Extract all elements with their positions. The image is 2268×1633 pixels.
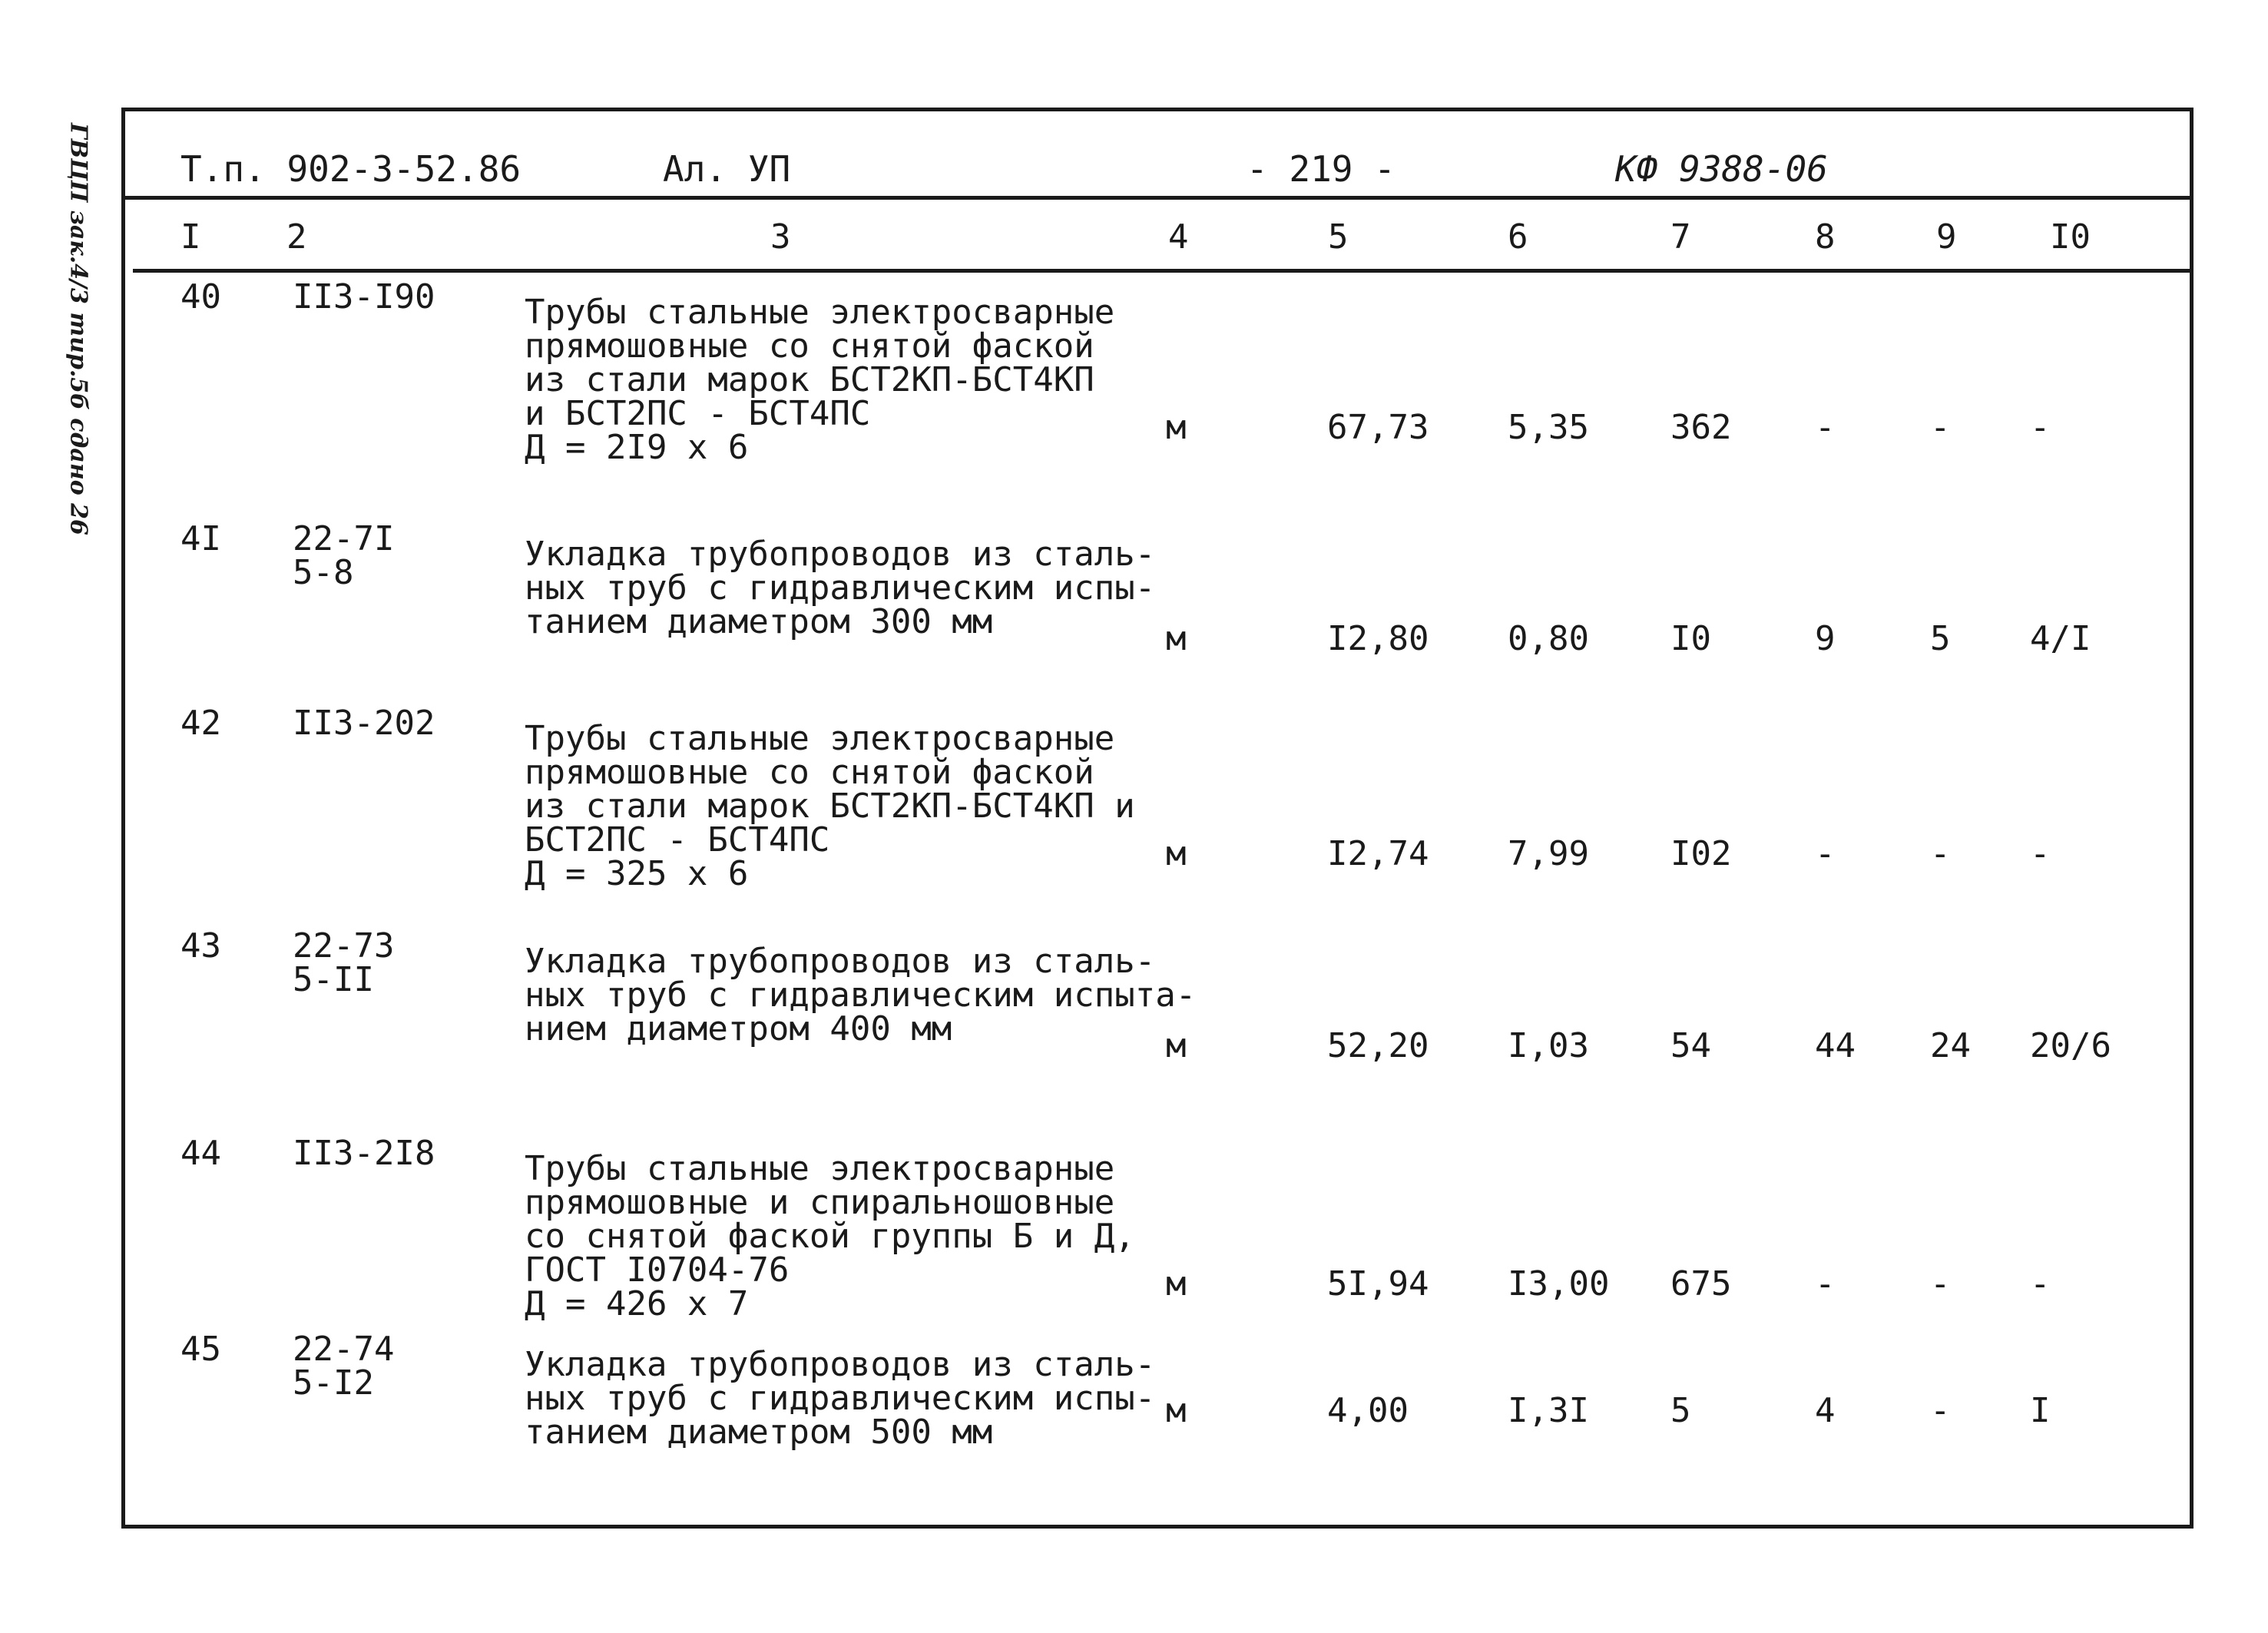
row-col9: -	[1930, 408, 1951, 447]
column-number: I0	[2050, 217, 2091, 257]
column-number: 2	[286, 217, 307, 257]
row-col7: I0	[1670, 619, 1711, 658]
row-number: 42	[180, 704, 221, 743]
row-col10: -	[2030, 1264, 2051, 1303]
row-code: II3-202	[293, 704, 435, 743]
row-col9: 5	[1930, 619, 1951, 658]
row-description: Укладка трубопроводов из сталь- ных труб с гидравлическим испыта- нием диаметром 400 мм	[525, 942, 1197, 1048]
row-col6: I,3I	[1508, 1391, 1589, 1430]
row-number: 45	[180, 1330, 221, 1369]
row-col5: I2,80	[1327, 619, 1429, 658]
album-label: Ал. УП	[663, 148, 791, 190]
row-col10: I	[2030, 1391, 2051, 1430]
row-col8: 4	[1815, 1391, 1836, 1430]
row-number: 4I	[180, 519, 221, 558]
row-unit: м	[1166, 619, 1187, 658]
row-code: 22-73 5-II	[293, 926, 395, 999]
row-col6: 7,99	[1508, 834, 1589, 873]
row-number: 43	[180, 926, 221, 966]
table-frame	[121, 108, 2194, 1529]
row-code: II3-2I8	[293, 1134, 435, 1173]
row-unit: м	[1166, 1264, 1187, 1303]
row-col5: I2,74	[1327, 834, 1429, 873]
column-number: 3	[770, 217, 791, 257]
page-number: - 219 -	[1247, 148, 1396, 190]
row-number: 44	[180, 1134, 221, 1173]
row-col10: 20/6	[2030, 1026, 2111, 1065]
row-description: Укладка трубопроводов из сталь- ных труб с гидравлическим испы- танием диаметром 300 мм	[525, 535, 1156, 641]
row-col9: -	[1930, 834, 1951, 873]
row-col5: 5I,94	[1327, 1264, 1429, 1303]
row-col7: 362	[1670, 408, 1732, 447]
row-col10: 4/I	[2030, 619, 2091, 658]
row-col9: -	[1930, 1264, 1951, 1303]
code-label: КФ 9388-06	[1615, 148, 1828, 190]
doc-ref: Т.п. 902-3-52.86	[180, 148, 521, 190]
row-unit: м	[1166, 408, 1187, 447]
row-col8: 9	[1815, 619, 1836, 658]
row-unit: м	[1166, 1026, 1187, 1065]
header-divider	[125, 196, 2190, 200]
row-col5: 52,20	[1327, 1026, 1429, 1065]
column-number: I	[180, 217, 201, 257]
row-col8: -	[1815, 408, 1836, 447]
side-note: ГВЦП зак.4/3 тир.5б сдано 26	[65, 123, 92, 535]
column-number: 7	[1670, 217, 1691, 257]
row-col7: I02	[1670, 834, 1732, 873]
row-col10: -	[2030, 408, 2051, 447]
row-description: Трубы стальные электросварные прямошовные со снятой фаской из стали марок БСТ2КП-БСТ4КП и БСТ2ПС - БСТ4ПС Д = 325 х 6	[525, 719, 1135, 893]
row-number: 40	[180, 277, 221, 316]
column-number: 4	[1168, 217, 1189, 257]
row-col7: 5	[1670, 1391, 1691, 1430]
row-unit: м	[1166, 834, 1187, 873]
row-col10: -	[2030, 834, 2051, 873]
row-col5: 4,00	[1327, 1391, 1409, 1430]
row-description: Трубы стальные электросварные прямошовные и спиральношовные со снятой фаской группы Б и Д, ГОСТ I0704-76 Д = 426 х 7	[525, 1149, 1135, 1323]
row-col9: 24	[1930, 1026, 1971, 1065]
row-col8: 44	[1815, 1026, 1856, 1065]
row-col5: 67,73	[1327, 408, 1429, 447]
row-code: 22-7I 5-8	[293, 519, 395, 592]
row-unit: м	[1166, 1391, 1187, 1430]
column-number: 5	[1328, 217, 1349, 257]
row-description: Трубы стальные электросварные прямошовные со снятой фаской из стали марок БСТ2КП-БСТ4КП и БСТ2ПС - БСТ4ПС Д = 2I9 х 6	[525, 293, 1115, 467]
row-col6: I,03	[1508, 1026, 1589, 1065]
row-col8: -	[1815, 1264, 1836, 1303]
row-col6: 0,80	[1508, 619, 1589, 658]
column-divider	[133, 269, 2190, 273]
side-stamp	[55, 123, 101, 535]
row-col7: 675	[1670, 1264, 1732, 1303]
row-code: 22-74 5-I2	[293, 1330, 395, 1403]
column-number: 9	[1936, 217, 1957, 257]
row-code: II3-I90	[293, 277, 435, 316]
row-col9: -	[1930, 1391, 1951, 1430]
row-col6: I3,00	[1508, 1264, 1610, 1303]
column-number: 8	[1815, 217, 1836, 257]
row-description: Укладка трубопроводов из сталь- ных труб с гидравлическим испы- танием диаметром 500 мм	[525, 1345, 1156, 1452]
row-col8: -	[1815, 834, 1836, 873]
column-number: 6	[1508, 217, 1528, 257]
row-col7: 54	[1670, 1026, 1711, 1065]
row-col6: 5,35	[1508, 408, 1589, 447]
